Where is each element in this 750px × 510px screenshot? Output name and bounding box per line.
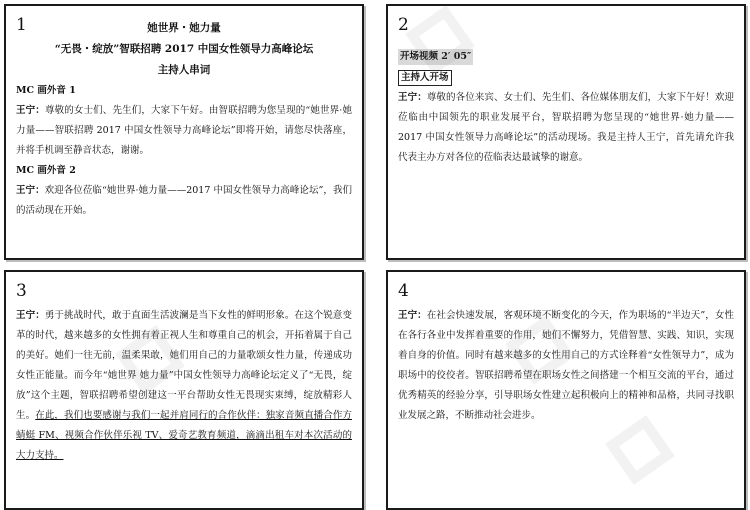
speech-text: 尊敬的女士们、先生们，大家下午好。由智联招聘为您呈现的“她世界·她力量——智联招聘 2017 中国女性领导力高峰论坛”即将开始，请您尽快落座，并将手机调至静音状态，谢谢。 bbox=[16, 105, 352, 156]
speaker-label: 王宁： bbox=[398, 310, 427, 321]
host-speech-text bbox=[16, 306, 352, 466]
mc-voiceover-2-text bbox=[16, 181, 352, 221]
mc-voiceover-1-text bbox=[16, 101, 352, 161]
slide-number: 1 bbox=[16, 15, 27, 35]
opening-video-tag: 开场视频 2′ 05″ bbox=[398, 49, 473, 65]
slide-content bbox=[398, 306, 734, 426]
speaker-label: 王宁： bbox=[398, 92, 427, 103]
speech-text: 欢迎各位莅临“她世界·她力量——2017 中国女性领导力高峰论坛”，我们的活动现在开始。 bbox=[16, 185, 352, 216]
slide-number: 2 bbox=[398, 15, 409, 35]
slide-number: 4 bbox=[398, 281, 409, 301]
event-title: 她世界・她力量 bbox=[147, 22, 221, 34]
slide-number: 3 bbox=[16, 281, 27, 301]
slide-card-4 bbox=[386, 270, 746, 510]
mc-voiceover-1-heading: MC 画外音 1 bbox=[16, 85, 76, 96]
speaker-label: 王宁： bbox=[16, 105, 45, 116]
mc-voiceover-2-heading: MC 画外音 2 bbox=[16, 165, 76, 176]
speech-text: 勇于挑战时代，敢于直面生活波澜是当下女性的鲜明形象。在这个锐意变革的时代，越来越多的女性拥有着正视人生和尊重自己的机会，开拓着属于自己的美好。她们一往无前，温柔果敢，她们用自己的力量歌颂女性力量，传递成功女性正能量。而今年“她世界 她力量”中国女性领导力高峰论坛定义了“无畏，绽放”这个主题，智联招聘希望创建这一平台帮助女性无畏现实束缚，绽放精彩人生。 bbox=[16, 310, 352, 421]
slide-card-1 bbox=[4, 4, 364, 260]
host-opening-label: 主持人开场 bbox=[398, 70, 452, 86]
host-opening-text bbox=[398, 88, 734, 168]
slide-content bbox=[16, 306, 352, 466]
forum-title: “无畏・绽放”智联招聘 2017 中国女性领导力高峰论坛 bbox=[54, 43, 314, 55]
slide-content bbox=[398, 44, 734, 168]
speaker-label: 王宁： bbox=[16, 310, 45, 321]
speech-text: 在社会快速发展，客观环境不断变化的今天，作为职场的“半边天”，女性在各行各业中发挥着重要的作用，她们不懈努力，凭借智慧、实践、知识，实现着自身的价值。同时有越来越多的女性用自己的方式诠释着“女性领导力”，成为职场中的佼佼者。智联招聘希望在职场女性之间搭建一个相互交流的平台，通过优秀精英的经验分享，引导职场女性建立起积极向上的精神和品格，共同寻找职业发展之路，不断推动社会进步。 bbox=[398, 310, 734, 421]
slide-card-3 bbox=[4, 270, 364, 510]
script-title: 主持人串词 bbox=[157, 64, 211, 76]
speech-text: 尊敬的各位来宾、女士们、先生们、各位媒体朋友们，大家下午好！欢迎莅临由中国领先的职业发展平台，智联招聘为您呈现的“她世界·她力量——2017 中国女性领导力高峰论坛”的活动现场。我是主持人王宁，首先请允许我代表主办方对各位的莅临表达最诚挚的谢意。 bbox=[398, 92, 734, 163]
slide-card-2 bbox=[386, 4, 746, 260]
host-speech-text bbox=[398, 306, 734, 426]
slide-content bbox=[16, 15, 352, 221]
speaker-label: 王宁： bbox=[16, 185, 45, 196]
partners-thanks-text: 在此，我们也要感谢与我们一起并肩同行的合作伙伴：独家音频直播合作方蜻蜓 FM、视频合作伙伴乐视 TV、爱奇艺教育频道，滴滴出租车对本次活动的大力支持。 bbox=[16, 410, 352, 461]
